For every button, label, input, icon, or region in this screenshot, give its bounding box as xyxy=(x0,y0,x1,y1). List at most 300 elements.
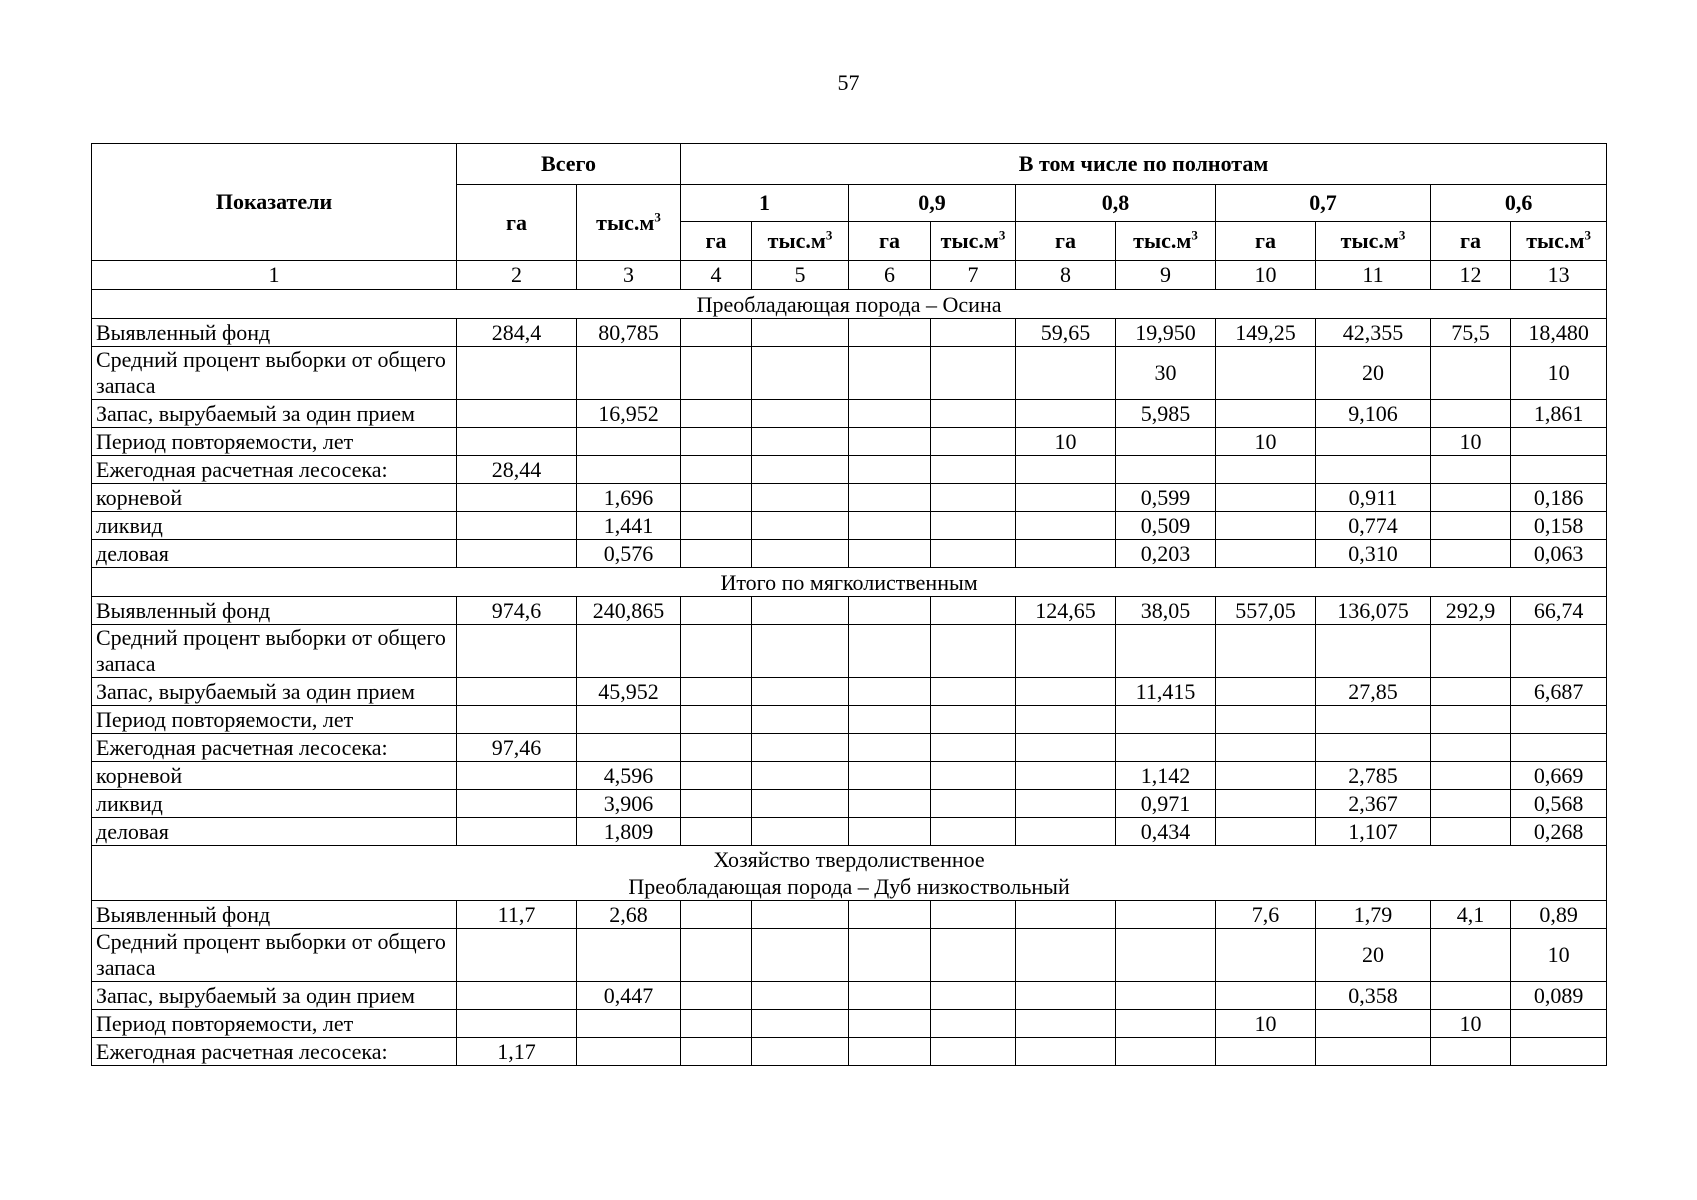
row-label: Ежегодная расчетная лесосека: xyxy=(92,1038,457,1066)
column-number: 3 xyxy=(577,261,681,290)
table-cell xyxy=(1216,1038,1316,1066)
table-cell xyxy=(1216,818,1316,846)
table-row xyxy=(92,597,1607,625)
table-cell xyxy=(1116,625,1216,678)
table-cell xyxy=(752,790,849,818)
table-cell: 0,186 xyxy=(1511,484,1607,512)
table-cell xyxy=(931,428,1016,456)
row-label: корневой xyxy=(92,762,457,790)
table-cell xyxy=(1511,734,1607,762)
row-label: ликвид xyxy=(92,790,457,818)
table-cell xyxy=(457,929,577,982)
header-total: Всего xyxy=(457,144,681,185)
table-cell xyxy=(849,456,931,484)
header-unit-m3: $тыс.м^3$ xyxy=(752,222,849,261)
table-cell xyxy=(1431,929,1511,982)
table-cell xyxy=(1016,1010,1116,1038)
table-cell: 0,568 xyxy=(1511,790,1607,818)
table-cell: 1,441 xyxy=(577,512,681,540)
table-cell xyxy=(1016,512,1116,540)
table-row xyxy=(92,982,1607,1010)
table-row xyxy=(92,347,1607,400)
row-label: Средний процент выборки от общего запаса xyxy=(92,625,457,678)
table-cell xyxy=(752,319,849,347)
table-cell xyxy=(681,1038,752,1066)
table-cell xyxy=(577,456,681,484)
table-cell: 16,952 xyxy=(577,400,681,428)
table-cell xyxy=(752,625,849,678)
table-cell xyxy=(849,790,931,818)
table-cell xyxy=(931,456,1016,484)
table-cell xyxy=(1016,400,1116,428)
table-cell xyxy=(681,428,752,456)
table-cell xyxy=(752,982,849,1010)
table-cell xyxy=(1216,400,1316,428)
table-cell xyxy=(1511,428,1607,456)
table-cell xyxy=(931,484,1016,512)
table-cell: 10 xyxy=(1431,428,1511,456)
header-unit-ha: га xyxy=(1431,222,1511,261)
table-cell: 4,596 xyxy=(577,762,681,790)
table-cell: 3,906 xyxy=(577,790,681,818)
table-cell: 0,669 xyxy=(1511,762,1607,790)
table-cell: 45,952 xyxy=(577,678,681,706)
row-label: деловая xyxy=(92,540,457,568)
table-cell xyxy=(931,982,1016,1010)
table-cell xyxy=(681,818,752,846)
table-cell xyxy=(752,456,849,484)
table-cell xyxy=(681,540,752,568)
table-cell xyxy=(1216,456,1316,484)
table-cell xyxy=(752,1010,849,1038)
table-row xyxy=(92,456,1607,484)
table-cell xyxy=(1216,540,1316,568)
table-cell xyxy=(1316,1010,1431,1038)
table-cell xyxy=(1216,790,1316,818)
table-cell xyxy=(1216,678,1316,706)
header-unit-m3: $тыс.м^3$ xyxy=(1316,222,1431,261)
table-cell xyxy=(681,484,752,512)
table-cell xyxy=(1016,706,1116,734)
table-cell xyxy=(1431,512,1511,540)
header-by-density: В том числе по полнотам xyxy=(681,144,1607,185)
table-cell xyxy=(752,929,849,982)
table-cell xyxy=(849,347,931,400)
table-cell xyxy=(849,625,931,678)
table-cell xyxy=(1316,706,1431,734)
table-cell: 0,158 xyxy=(1511,512,1607,540)
table-cell xyxy=(752,347,849,400)
table-row xyxy=(92,625,1607,678)
table-cell xyxy=(931,1038,1016,1066)
table-cell: 240,865 xyxy=(577,597,681,625)
table-cell xyxy=(931,706,1016,734)
table-cell: 0,203 xyxy=(1116,540,1216,568)
table-cell: 124,65 xyxy=(1016,597,1116,625)
table-cell xyxy=(849,319,931,347)
table-cell xyxy=(1511,625,1607,678)
table-cell xyxy=(1216,484,1316,512)
row-label: Период повторяемости, лет xyxy=(92,1010,457,1038)
table-cell xyxy=(681,512,752,540)
table-row xyxy=(92,678,1607,706)
table-cell xyxy=(1316,456,1431,484)
table-cell xyxy=(457,790,577,818)
column-number: 9 xyxy=(1116,261,1216,290)
header-density-0-7: 0,7 xyxy=(1216,185,1431,222)
table-cell xyxy=(681,625,752,678)
column-number: 12 xyxy=(1431,261,1511,290)
table-cell xyxy=(1116,1038,1216,1066)
table-cell: 0,434 xyxy=(1116,818,1216,846)
table-cell: 4,1 xyxy=(1431,901,1511,929)
row-label: ликвид xyxy=(92,512,457,540)
table-cell xyxy=(1431,734,1511,762)
table-cell xyxy=(1016,762,1116,790)
table-cell xyxy=(1431,484,1511,512)
table-cell xyxy=(457,982,577,1010)
table-cell xyxy=(1431,456,1511,484)
table-cell: 0,358 xyxy=(1316,982,1431,1010)
table-cell xyxy=(457,762,577,790)
table-cell xyxy=(1016,347,1116,400)
row-label: корневой xyxy=(92,484,457,512)
table-cell: 0,911 xyxy=(1316,484,1431,512)
table-cell: 2,68 xyxy=(577,901,681,929)
header-total-m3: $тыс.м^3$ xyxy=(577,185,681,261)
table-cell xyxy=(1216,512,1316,540)
column-number: 4 xyxy=(681,261,752,290)
header-unit-m3: $тыс.м^3$ xyxy=(1116,222,1216,261)
table-cell xyxy=(1316,625,1431,678)
table-cell: 10 xyxy=(1511,929,1607,982)
header-density-1: 1 xyxy=(681,185,849,222)
table-cell xyxy=(849,512,931,540)
table-cell xyxy=(457,484,577,512)
table-cell xyxy=(1431,762,1511,790)
table-row xyxy=(92,901,1607,929)
table-cell: 19,950 xyxy=(1116,319,1216,347)
table-cell xyxy=(1431,706,1511,734)
table-cell xyxy=(1216,347,1316,400)
table-cell xyxy=(577,1038,681,1066)
table-cell xyxy=(1431,790,1511,818)
row-label: Ежегодная расчетная лесосека: xyxy=(92,456,457,484)
row-label: Ежегодная расчетная лесосека: xyxy=(92,734,457,762)
table-row xyxy=(92,929,1607,982)
table-cell xyxy=(1116,901,1216,929)
table-cell xyxy=(931,1010,1016,1038)
table-cell xyxy=(1216,762,1316,790)
header-density-0-8: 0,8 xyxy=(1016,185,1216,222)
table-cell: 10 xyxy=(1431,1010,1511,1038)
table-cell: 97,46 xyxy=(457,734,577,762)
table-cell: 1,79 xyxy=(1316,901,1431,929)
table-row xyxy=(92,400,1607,428)
column-number: 8 xyxy=(1016,261,1116,290)
table-cell: 80,785 xyxy=(577,319,681,347)
header-density-0-6: 0,6 xyxy=(1431,185,1607,222)
table-cell xyxy=(681,319,752,347)
table-cell xyxy=(849,540,931,568)
section-title: Хозяйство твердолиственное Преобладающая порода – Дуб низкоствольный xyxy=(92,846,1607,901)
table-cell xyxy=(1116,982,1216,1010)
table-row xyxy=(92,540,1607,568)
table-cell: 5,985 xyxy=(1116,400,1216,428)
table-cell xyxy=(1431,540,1511,568)
table-row xyxy=(92,734,1607,762)
row-label: Период повторяемости, лет xyxy=(92,428,457,456)
table-cell: 1,809 xyxy=(577,818,681,846)
table-row xyxy=(92,818,1607,846)
row-label: Средний процент выборки от общего запаса xyxy=(92,347,457,400)
header-unit-ha: га xyxy=(1016,222,1116,261)
column-number: 10 xyxy=(1216,261,1316,290)
header-unit-ha: га xyxy=(681,222,752,261)
table-cell: 38,05 xyxy=(1116,597,1216,625)
table-cell xyxy=(681,400,752,428)
table-cell xyxy=(849,818,931,846)
header-unit-m3: $тыс.м^3$ xyxy=(931,222,1016,261)
page-number: 57 xyxy=(837,70,860,95)
table-cell xyxy=(681,790,752,818)
table-cell: 0,599 xyxy=(1116,484,1216,512)
table-cell: 0,089 xyxy=(1511,982,1607,1010)
table-cell xyxy=(1116,1010,1216,1038)
table-cell: 20 xyxy=(1316,347,1431,400)
table-cell xyxy=(681,678,752,706)
table-cell xyxy=(577,706,681,734)
table-row xyxy=(92,512,1607,540)
row-label: Выявленный фонд xyxy=(92,597,457,625)
table-cell xyxy=(1016,678,1116,706)
table-cell xyxy=(931,929,1016,982)
table-cell: 18,480 xyxy=(1511,319,1607,347)
row-label: Средний процент выборки от общего запаса xyxy=(92,929,457,982)
table-cell xyxy=(457,706,577,734)
table-cell xyxy=(752,818,849,846)
table-cell xyxy=(1016,929,1116,982)
table-cell xyxy=(1116,929,1216,982)
table-cell xyxy=(752,1038,849,1066)
table-cell xyxy=(1511,706,1607,734)
table-cell xyxy=(1016,790,1116,818)
table-cell xyxy=(457,818,577,846)
table-cell: 10 xyxy=(1016,428,1116,456)
table-cell xyxy=(577,625,681,678)
table-cell xyxy=(681,597,752,625)
table-cell xyxy=(577,734,681,762)
column-number: 13 xyxy=(1511,261,1607,290)
table-cell xyxy=(577,347,681,400)
table-cell xyxy=(1016,456,1116,484)
table-cell: 9,106 xyxy=(1316,400,1431,428)
table-cell xyxy=(1431,818,1511,846)
table-cell: 0,063 xyxy=(1511,540,1607,568)
table-cell: 0,89 xyxy=(1511,901,1607,929)
table-cell: 28,44 xyxy=(457,456,577,484)
table-cell xyxy=(752,734,849,762)
table-cell xyxy=(681,706,752,734)
table-cell xyxy=(931,901,1016,929)
table-cell xyxy=(931,347,1016,400)
header-unit-ha: га xyxy=(849,222,931,261)
table-cell xyxy=(752,484,849,512)
table-cell xyxy=(1511,456,1607,484)
table-cell xyxy=(931,512,1016,540)
table-cell xyxy=(681,347,752,400)
table-row xyxy=(92,428,1607,456)
table-cell xyxy=(577,929,681,982)
table-row xyxy=(92,484,1607,512)
table-cell xyxy=(1016,540,1116,568)
table-cell: 149,25 xyxy=(1216,319,1316,347)
table-cell xyxy=(931,597,1016,625)
table-cell xyxy=(849,428,931,456)
table-cell xyxy=(1216,929,1316,982)
table-cell xyxy=(457,678,577,706)
table-cell xyxy=(849,678,931,706)
table-row xyxy=(92,319,1607,347)
table-cell xyxy=(1316,428,1431,456)
table-cell xyxy=(849,484,931,512)
table-cell xyxy=(1216,982,1316,1010)
column-number: 6 xyxy=(849,261,931,290)
table-cell xyxy=(752,762,849,790)
table-cell xyxy=(752,512,849,540)
column-number: 5 xyxy=(752,261,849,290)
table-cell xyxy=(1116,428,1216,456)
table-cell xyxy=(681,762,752,790)
table-row xyxy=(92,762,1607,790)
table-cell: 557,05 xyxy=(1216,597,1316,625)
table-cell: 2,367 xyxy=(1316,790,1431,818)
header-total-ha: га xyxy=(457,185,577,261)
table-cell xyxy=(931,540,1016,568)
table-cell: 11,7 xyxy=(457,901,577,929)
table-cell: 30 xyxy=(1116,347,1216,400)
table-cell xyxy=(457,347,577,400)
table-cell xyxy=(752,400,849,428)
table-cell: 0,774 xyxy=(1316,512,1431,540)
table-cell xyxy=(681,456,752,484)
table-cell: 10 xyxy=(1511,347,1607,400)
table-cell xyxy=(1016,982,1116,1010)
table-cell xyxy=(849,762,931,790)
table-cell: 75,5 xyxy=(1431,319,1511,347)
table-cell xyxy=(931,625,1016,678)
table-cell xyxy=(849,400,931,428)
table-cell: 11,415 xyxy=(1116,678,1216,706)
table-cell: 59,65 xyxy=(1016,319,1116,347)
row-label: Выявленный фонд xyxy=(92,901,457,929)
table-cell: 284,4 xyxy=(457,319,577,347)
table-cell xyxy=(931,818,1016,846)
table-row xyxy=(92,790,1607,818)
section-title: Преобладающая порода – Осина xyxy=(92,290,1607,319)
table-cell xyxy=(457,625,577,678)
header-unit-ha: га xyxy=(1216,222,1316,261)
table-cell: 27,85 xyxy=(1316,678,1431,706)
table-cell xyxy=(457,512,577,540)
table-cell xyxy=(752,428,849,456)
table-cell xyxy=(1316,1038,1431,1066)
table-cell xyxy=(752,597,849,625)
table-cell xyxy=(849,706,931,734)
table-cell: 6,687 xyxy=(1511,678,1607,706)
table-cell xyxy=(681,1010,752,1038)
table-cell xyxy=(1511,1038,1607,1066)
table-cell: 2,785 xyxy=(1316,762,1431,790)
table-cell xyxy=(457,428,577,456)
section-title: Итого по мягколиственным xyxy=(92,568,1607,597)
table-cell xyxy=(931,790,1016,818)
table-cell xyxy=(1431,1038,1511,1066)
table-cell xyxy=(849,982,931,1010)
table-cell: 1,107 xyxy=(1316,818,1431,846)
row-label: Период повторяемости, лет xyxy=(92,706,457,734)
table-cell xyxy=(681,929,752,982)
table-cell xyxy=(931,734,1016,762)
table-cell: 292,9 xyxy=(1431,597,1511,625)
row-label: Выявленный фонд xyxy=(92,319,457,347)
table-cell: 7,6 xyxy=(1216,901,1316,929)
table-cell xyxy=(931,319,1016,347)
table-cell: 1,17 xyxy=(457,1038,577,1066)
table-cell xyxy=(1016,1038,1116,1066)
table-cell xyxy=(1431,347,1511,400)
table-cell xyxy=(681,901,752,929)
column-number: 2 xyxy=(457,261,577,290)
column-number: 11 xyxy=(1316,261,1431,290)
table-cell xyxy=(1116,734,1216,762)
table-cell xyxy=(1016,818,1116,846)
table-cell: 0,971 xyxy=(1116,790,1216,818)
table-cell: 0,447 xyxy=(577,982,681,1010)
table-cell xyxy=(1216,734,1316,762)
table-cell xyxy=(849,1038,931,1066)
table-cell xyxy=(1316,734,1431,762)
table-cell: 20 xyxy=(1316,929,1431,982)
table-cell xyxy=(849,901,931,929)
table-cell xyxy=(1016,625,1116,678)
table-cell xyxy=(752,706,849,734)
row-label: Запас, вырубаемый за один прием xyxy=(92,400,457,428)
row-label: деловая xyxy=(92,818,457,846)
table-row xyxy=(92,1038,1607,1066)
table-cell xyxy=(1511,1010,1607,1038)
table-cell xyxy=(577,1010,681,1038)
table-cell: 10 xyxy=(1216,428,1316,456)
table-cell: 0,509 xyxy=(1116,512,1216,540)
table-cell: 66,74 xyxy=(1511,597,1607,625)
header-indicators: Показатели xyxy=(92,144,457,261)
table-cell: 136,075 xyxy=(1316,597,1431,625)
table-cell xyxy=(1431,400,1511,428)
table-cell xyxy=(1016,901,1116,929)
table-cell xyxy=(931,400,1016,428)
table-cell xyxy=(1016,734,1116,762)
row-label: Запас, вырубаемый за один прием xyxy=(92,982,457,1010)
table-cell xyxy=(931,678,1016,706)
table-cell xyxy=(457,400,577,428)
header-unit-m3: $тыс.м^3$ xyxy=(1511,222,1607,261)
table-cell xyxy=(681,734,752,762)
table-cell: 42,355 xyxy=(1316,319,1431,347)
table-cell: 10 xyxy=(1216,1010,1316,1038)
table-row xyxy=(92,706,1607,734)
header-density-0-9: 0,9 xyxy=(849,185,1016,222)
